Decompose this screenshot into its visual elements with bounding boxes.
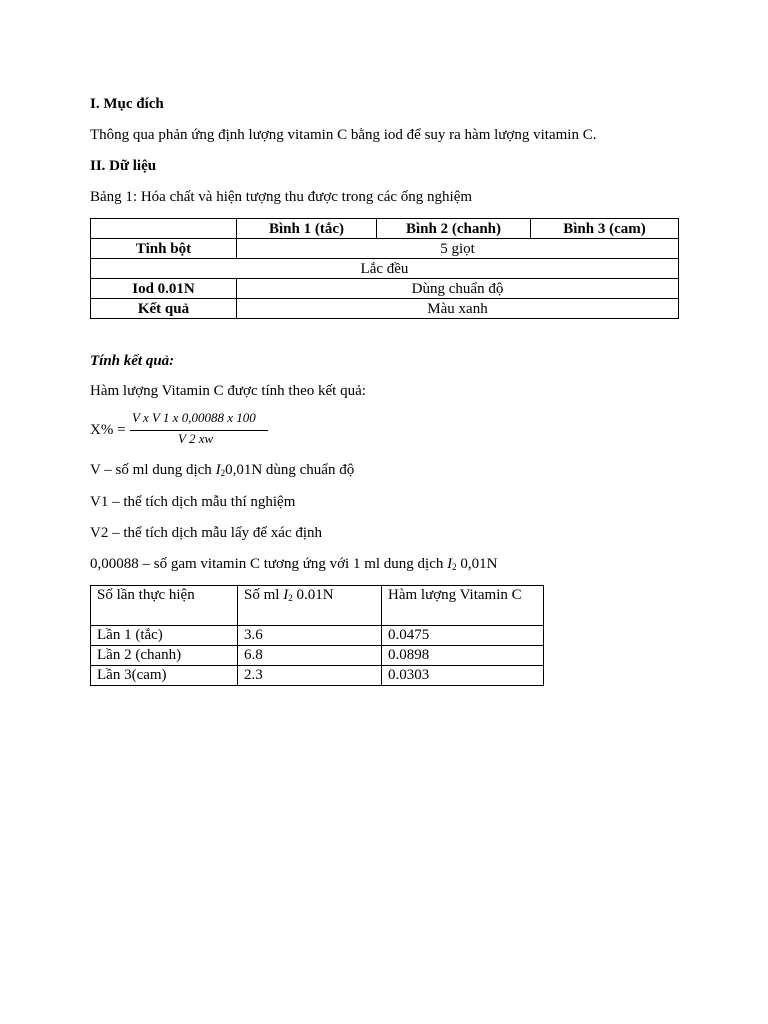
table-row-label: Kết quả bbox=[91, 299, 237, 319]
table-header-cell: Số ml $I_2$ 0.01N bbox=[238, 586, 382, 626]
formula-numerator: V x V 1 x 0,00088 x 100 bbox=[132, 410, 256, 425]
definition-constant bbox=[90, 555, 497, 576]
table-row bbox=[91, 239, 679, 259]
table-header-cell: Bình 3 (cam) bbox=[531, 219, 679, 239]
definition-text: 0,00088 – số gam vitamin C tương ứng với 1 ml dung dịch bbox=[90, 556, 448, 572]
table-cell: 0.0475 bbox=[382, 626, 544, 646]
iodine-symbol: I bbox=[283, 587, 289, 603]
iodine-symbol: I bbox=[215, 462, 221, 478]
section1-text: Thông qua phản ứng định lượng vitamin C bằng iod để suy ra hàm lượng vitamin C. bbox=[90, 127, 597, 143]
subscript: 2 bbox=[220, 468, 226, 478]
table-cell: 6.8 bbox=[238, 646, 382, 666]
chemicals-table bbox=[90, 218, 679, 319]
table-cell: 5 giọt bbox=[237, 239, 679, 259]
table-cell: 2.3 bbox=[238, 666, 382, 686]
table-cell: 0.0303 bbox=[382, 666, 544, 686]
section2-heading: II. Dữ liệu bbox=[90, 158, 157, 174]
results-table bbox=[90, 585, 544, 686]
table1-caption: Bảng 1: Hóa chất và hiện tượng thu được trong các ống nghiệm bbox=[90, 189, 473, 205]
formula-lhs: X% = bbox=[90, 422, 126, 438]
section1-heading: I. Mục đích bbox=[90, 96, 164, 112]
definition-v2: V2 – thể tích dịch mẫu lấy để xác định bbox=[90, 525, 323, 541]
definition-text: 0,01N bbox=[456, 556, 498, 572]
table-cell: Lắc đều bbox=[91, 259, 679, 279]
definition-text: V – số ml dung dịch bbox=[90, 462, 216, 478]
table-cell: 3.6 bbox=[238, 626, 382, 646]
table-header-cell: Số lần thực hiện bbox=[91, 586, 238, 626]
definition-v1: V1 – thể tích dịch mẫu thí nghiệm bbox=[90, 494, 296, 510]
table-row bbox=[91, 646, 544, 666]
table-cell: Lần 1 (tắc) bbox=[91, 626, 238, 646]
table-cell: Lần 2 (chanh) bbox=[91, 646, 238, 666]
table-cell: Màu xanh bbox=[237, 299, 679, 319]
table-row-label: Iod 0.01N bbox=[91, 279, 237, 299]
table-cell: Lần 3(cam) bbox=[91, 666, 238, 686]
table-row bbox=[91, 626, 544, 646]
table-header-cell: Bình 1 (tắc) bbox=[237, 219, 377, 239]
table-cell: 0.0898 bbox=[382, 646, 544, 666]
table-row bbox=[91, 279, 679, 299]
table-cell: Dùng chuẩn độ bbox=[237, 279, 679, 299]
definition-v bbox=[90, 461, 354, 482]
table-row bbox=[91, 666, 544, 686]
formula-denominator: V 2 xw bbox=[178, 431, 214, 446]
subscript: 2 bbox=[452, 562, 457, 572]
table-row bbox=[91, 586, 544, 626]
table-row bbox=[91, 259, 679, 279]
table-row bbox=[91, 299, 679, 319]
subscript: 2 bbox=[288, 593, 293, 603]
table-header-cell: Hàm lượng Vitamin C bbox=[382, 586, 544, 626]
table-row-label: Tinh bột bbox=[91, 239, 237, 259]
results-intro: Hàm lượng Vitamin C được tính theo kết quả: bbox=[90, 383, 366, 399]
table-header-cell bbox=[91, 219, 237, 239]
iodine-symbol: I bbox=[447, 556, 453, 572]
table-header-cell: Bình 2 (chanh) bbox=[377, 219, 531, 239]
results-heading: Tính kết quả: bbox=[90, 353, 175, 369]
table-row bbox=[91, 219, 679, 239]
definition-text: 0,01N dùng chuẩn độ bbox=[225, 462, 355, 478]
